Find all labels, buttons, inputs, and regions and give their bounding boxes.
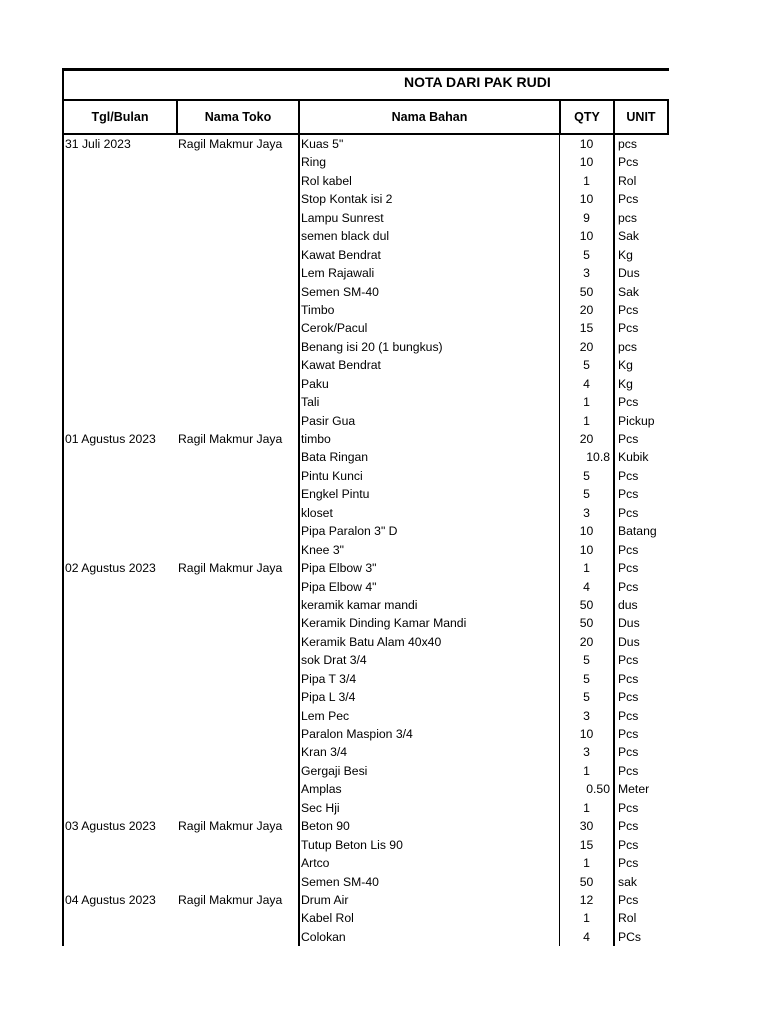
store-cell xyxy=(176,190,298,208)
item-cell: Pipa Elbow 3" xyxy=(298,559,559,577)
qty-cell: 15 xyxy=(559,836,613,854)
item-cell: Colokan xyxy=(298,928,559,946)
qty-cell: 1 xyxy=(559,412,613,430)
unit-cell: Pcs xyxy=(613,670,665,688)
unit-cell: Pickup xyxy=(613,412,665,430)
header-date: Tgl/Bulan xyxy=(64,101,178,133)
table-row xyxy=(62,854,669,872)
qty-cell: 4 xyxy=(559,375,613,393)
item-cell: Tali xyxy=(298,393,559,411)
store-cell: Ragil Makmur Jaya xyxy=(178,561,283,576)
table-row xyxy=(62,153,669,171)
unit-cell: Pcs xyxy=(613,817,665,835)
unit-cell: Pcs xyxy=(613,559,665,577)
unit-cell: Pcs xyxy=(613,485,665,503)
store-cell xyxy=(176,209,298,227)
table-row xyxy=(62,356,669,374)
table-row xyxy=(62,799,669,817)
date-cell xyxy=(62,356,176,374)
qty-cell: 0.50 xyxy=(559,780,613,798)
qty-cell: 1 xyxy=(559,799,613,817)
table-row xyxy=(62,559,669,577)
store-cell xyxy=(176,338,298,356)
date-cell xyxy=(62,375,176,393)
store-cell xyxy=(176,301,298,319)
unit-cell: Sak xyxy=(613,283,665,301)
unit-cell: Pcs xyxy=(613,393,665,411)
store-cell xyxy=(176,633,298,651)
date-cell xyxy=(62,651,176,669)
qty-cell: 20 xyxy=(559,301,613,319)
qty-cell: 12 xyxy=(559,891,613,909)
qty-cell: 50 xyxy=(559,596,613,614)
qty-cell: 5 xyxy=(559,485,613,503)
unit-cell: sak xyxy=(613,873,665,891)
unit-cell: Pcs xyxy=(613,467,665,485)
table-row xyxy=(62,485,669,503)
store-cell xyxy=(176,153,298,171)
unit-cell: Pcs xyxy=(613,891,665,909)
store-cell xyxy=(176,356,298,374)
store-cell xyxy=(176,836,298,854)
unit-cell: pcs xyxy=(613,338,665,356)
unit-cell: dus xyxy=(613,596,665,614)
table-row xyxy=(62,412,669,430)
title-row xyxy=(62,68,669,99)
store-cell: Ragil Makmur Jaya xyxy=(178,892,283,907)
qty-cell: 20 xyxy=(559,338,613,356)
store-cell xyxy=(176,393,298,411)
date-cell xyxy=(62,246,176,264)
unit-cell: Pcs xyxy=(613,319,665,337)
table-row xyxy=(62,651,669,669)
store-cell xyxy=(176,504,298,522)
store-cell xyxy=(176,578,298,596)
item-cell: Lampu Sunrest xyxy=(298,209,559,227)
item-cell: Stop Kontak isi 2 xyxy=(298,190,559,208)
store-cell xyxy=(176,873,298,891)
qty-cell: 4 xyxy=(559,578,613,596)
header-item: Nama Bahan xyxy=(300,101,561,133)
item-cell: Paku xyxy=(298,375,559,393)
table-row xyxy=(62,928,669,946)
store-cell xyxy=(176,283,298,301)
date-cell: 31 Juli 2023 xyxy=(62,135,176,153)
header-unit: UNIT xyxy=(626,110,656,124)
qty-cell: 1 xyxy=(559,854,613,872)
item-cell: Keramik Dinding Kamar Mandi xyxy=(298,614,559,632)
store-cell xyxy=(176,264,298,282)
date-cell xyxy=(62,670,176,688)
item-cell: keramik kamar mandi xyxy=(298,596,559,614)
unit-cell: Kg xyxy=(613,246,665,264)
store-cell xyxy=(176,541,298,559)
store-cell xyxy=(176,780,298,798)
date-cell xyxy=(62,614,176,632)
table-row xyxy=(62,393,669,411)
item-cell: Lem Pec xyxy=(298,707,559,725)
qty-cell: 5 xyxy=(559,670,613,688)
item-cell: Semen SM-40 xyxy=(298,873,559,891)
date-cell xyxy=(62,172,176,190)
store-cell: Ragil Makmur Jaya xyxy=(178,819,283,834)
date-cell xyxy=(62,928,176,946)
item-cell: kloset xyxy=(298,504,559,522)
store-cell xyxy=(176,743,298,761)
qty-cell: 10 xyxy=(559,541,613,559)
store-cell xyxy=(176,762,298,780)
item-cell: Tutup Beton Lis 90 xyxy=(298,836,559,854)
qty-cell: 3 xyxy=(559,707,613,725)
qty-cell: 5 xyxy=(559,246,613,264)
store-cell xyxy=(176,319,298,337)
qty-cell: 5 xyxy=(559,467,613,485)
item-cell: Pipa T 3/4 xyxy=(298,670,559,688)
qty-cell: 5 xyxy=(559,356,613,374)
unit-cell: Sak xyxy=(613,227,665,245)
item-cell: Sec Hji xyxy=(298,799,559,817)
table-row xyxy=(62,301,669,319)
table-row xyxy=(62,873,669,891)
qty-cell: 9 xyxy=(559,209,613,227)
store-cell xyxy=(176,799,298,817)
unit-cell: Pcs xyxy=(613,651,665,669)
table-row xyxy=(62,227,669,245)
item-cell: Kabel Rol xyxy=(298,909,559,927)
date-cell xyxy=(62,725,176,743)
table-header xyxy=(62,99,669,135)
store-cell xyxy=(176,227,298,245)
date-cell xyxy=(62,153,176,171)
date-cell xyxy=(62,633,176,651)
table-row xyxy=(62,246,669,264)
item-cell: Artco xyxy=(298,854,559,872)
unit-cell: Pcs xyxy=(613,430,665,448)
table-row xyxy=(62,448,669,466)
date-cell xyxy=(62,522,176,540)
qty-cell: 20 xyxy=(559,430,613,448)
table-row xyxy=(62,467,669,485)
table-row xyxy=(62,780,669,798)
qty-cell: 10.8 xyxy=(559,448,613,466)
qty-cell: 1 xyxy=(559,172,613,190)
unit-cell: Pcs xyxy=(613,541,665,559)
table-row xyxy=(62,633,669,651)
invoice-sheet xyxy=(62,68,669,946)
qty-cell: 10 xyxy=(559,725,613,743)
date-cell xyxy=(62,264,176,282)
store-cell xyxy=(176,485,298,503)
qty-cell: 10 xyxy=(559,153,613,171)
date-cell xyxy=(62,504,176,522)
store-cell xyxy=(176,725,298,743)
qty-cell: 50 xyxy=(559,283,613,301)
table-body xyxy=(62,135,669,946)
date-cell xyxy=(62,780,176,798)
table-row xyxy=(62,430,669,448)
unit-cell: Batang xyxy=(613,522,665,540)
date-cell xyxy=(62,485,176,503)
store-cell xyxy=(176,467,298,485)
date-cell xyxy=(62,190,176,208)
qty-cell: 1 xyxy=(559,559,613,577)
table-row xyxy=(62,614,669,632)
date-cell xyxy=(62,836,176,854)
qty-cell: 5 xyxy=(559,651,613,669)
unit-cell: Pcs xyxy=(613,153,665,171)
table-row xyxy=(62,283,669,301)
store-cell xyxy=(176,246,298,264)
qty-cell: 3 xyxy=(559,743,613,761)
date-cell xyxy=(62,209,176,227)
table-row xyxy=(62,338,669,356)
item-cell: Kawat Bendrat xyxy=(298,356,559,374)
unit-cell: Kg xyxy=(613,375,665,393)
date-cell xyxy=(62,319,176,337)
qty-cell: 5 xyxy=(559,688,613,706)
item-cell: Pipa Elbow 4" xyxy=(298,578,559,596)
qty-cell: 1 xyxy=(559,393,613,411)
table-row xyxy=(62,522,669,540)
table-row xyxy=(62,836,669,854)
store-cell xyxy=(176,596,298,614)
date-cell xyxy=(62,596,176,614)
table-row xyxy=(62,135,669,153)
item-cell: Pintu Kunci xyxy=(298,467,559,485)
item-cell: Engkel Pintu xyxy=(298,485,559,503)
qty-cell: 3 xyxy=(559,504,613,522)
unit-cell: Pcs xyxy=(613,301,665,319)
date-cell xyxy=(62,799,176,817)
table-row xyxy=(62,190,669,208)
store-cell xyxy=(176,412,298,430)
unit-cell: Rol xyxy=(613,909,665,927)
item-cell: sok Drat 3/4 xyxy=(298,651,559,669)
unit-cell: Pcs xyxy=(613,504,665,522)
item-cell: Paralon Maspion 3/4 xyxy=(298,725,559,743)
item-cell: Beton 90 xyxy=(298,817,559,835)
item-cell: Amplas xyxy=(298,780,559,798)
store-cell: Ragil Makmur Jaya xyxy=(178,432,283,446)
store-cell xyxy=(176,651,298,669)
unit-cell: Pcs xyxy=(613,190,665,208)
qty-cell: 30 xyxy=(559,817,613,835)
item-cell: Knee 3" xyxy=(298,541,559,559)
store-cell xyxy=(176,928,298,946)
date-cell xyxy=(62,412,176,430)
table-row xyxy=(62,578,669,596)
date-cell xyxy=(62,301,176,319)
store-cell xyxy=(176,707,298,725)
table-row xyxy=(62,375,669,393)
qty-cell: 20 xyxy=(559,633,613,651)
table-row xyxy=(62,670,669,688)
item-cell: Keramik Batu Alam 40x40 xyxy=(298,633,559,651)
date-cell xyxy=(62,873,176,891)
qty-cell: 10 xyxy=(559,135,613,153)
date-cell: 01 Agustus 2023 xyxy=(62,430,176,448)
store-cell xyxy=(176,375,298,393)
date-cell: 04 Agustus 2023 xyxy=(62,891,176,909)
item-cell: Drum Air xyxy=(298,891,559,909)
item-cell: semen black dul xyxy=(298,227,559,245)
table-row xyxy=(62,817,669,835)
item-cell: Semen SM-40 xyxy=(298,283,559,301)
table-row xyxy=(62,319,669,337)
item-cell: Kran 3/4 xyxy=(298,743,559,761)
unit-cell: Pcs xyxy=(613,688,665,706)
unit-cell: Pcs xyxy=(613,799,665,817)
item-cell: Kawat Bendrat xyxy=(298,246,559,264)
table-row xyxy=(62,743,669,761)
item-cell: Benang isi 20 (1 bungkus) xyxy=(298,338,559,356)
page-title: NOTA DARI PAK RUDI xyxy=(404,74,551,90)
item-cell: Bata Ringan xyxy=(298,448,559,466)
qty-cell: 10 xyxy=(559,190,613,208)
unit-cell: Pcs xyxy=(613,854,665,872)
date-cell xyxy=(62,854,176,872)
unit-cell: Meter xyxy=(613,780,665,798)
date-cell xyxy=(62,762,176,780)
item-cell: Gergaji Besi xyxy=(298,762,559,780)
table-row xyxy=(62,596,669,614)
store-cell xyxy=(176,670,298,688)
table-row xyxy=(62,172,669,190)
item-cell: Timbo xyxy=(298,301,559,319)
unit-cell: Pcs xyxy=(613,762,665,780)
store-cell xyxy=(176,448,298,466)
unit-cell: Pcs xyxy=(613,836,665,854)
table-row xyxy=(62,725,669,743)
unit-cell: Dus xyxy=(613,633,665,651)
table-row xyxy=(62,707,669,725)
date-cell xyxy=(62,578,176,596)
unit-cell: Rol xyxy=(613,172,665,190)
date-cell xyxy=(62,909,176,927)
table-row xyxy=(62,762,669,780)
date-cell xyxy=(62,227,176,245)
date-cell xyxy=(62,283,176,301)
qty-cell: 4 xyxy=(559,928,613,946)
unit-cell: Kubik xyxy=(613,448,665,466)
item-cell: Pipa L 3/4 xyxy=(298,688,559,706)
item-cell: Pasir Gua xyxy=(298,412,559,430)
store-cell xyxy=(176,688,298,706)
item-cell: Pipa Paralon 3" D xyxy=(298,522,559,540)
unit-cell: Pcs xyxy=(613,725,665,743)
store-cell xyxy=(176,614,298,632)
item-cell: Lem Rajawali xyxy=(298,264,559,282)
table-row xyxy=(62,541,669,559)
store-cell xyxy=(176,172,298,190)
qty-cell: 1 xyxy=(559,909,613,927)
unit-cell: Dus xyxy=(613,614,665,632)
unit-cell: Pcs xyxy=(613,743,665,761)
table-row xyxy=(62,909,669,927)
header-store: Nama Toko xyxy=(178,101,300,133)
table-row xyxy=(62,209,669,227)
unit-cell: Dus xyxy=(613,264,665,282)
qty-cell: 10 xyxy=(559,227,613,245)
date-cell xyxy=(62,688,176,706)
date-cell xyxy=(62,541,176,559)
date-cell xyxy=(62,743,176,761)
date-cell: 02 Agustus 2023 xyxy=(62,559,176,577)
unit-cell: pcs xyxy=(613,135,665,153)
qty-cell: 1 xyxy=(559,762,613,780)
date-cell xyxy=(62,338,176,356)
unit-cell: Pcs xyxy=(613,578,665,596)
store-cell xyxy=(176,909,298,927)
item-cell: Kuas 5" xyxy=(298,135,559,153)
table-row xyxy=(62,891,669,909)
store-cell xyxy=(176,522,298,540)
unit-cell: Kg xyxy=(613,356,665,374)
item-cell: timbo xyxy=(298,430,559,448)
item-cell: Ring xyxy=(298,153,559,171)
item-cell: Rol kabel xyxy=(298,172,559,190)
item-cell: Cerok/Pacul xyxy=(298,319,559,337)
header-qty: QTY xyxy=(561,101,615,133)
date-cell: 03 Agustus 2023 xyxy=(62,817,176,835)
date-cell xyxy=(62,448,176,466)
date-cell xyxy=(62,707,176,725)
unit-cell: pcs xyxy=(613,209,665,227)
qty-cell: 15 xyxy=(559,319,613,337)
unit-cell: Pcs xyxy=(613,707,665,725)
qty-cell: 10 xyxy=(559,522,613,540)
store-cell: Ragil Makmur Jaya xyxy=(178,137,283,151)
qty-cell: 50 xyxy=(559,614,613,632)
qty-cell: 50 xyxy=(559,873,613,891)
store-cell xyxy=(176,854,298,872)
table-row xyxy=(62,504,669,522)
table-row xyxy=(62,264,669,282)
date-cell xyxy=(62,393,176,411)
table-row xyxy=(62,688,669,706)
unit-cell: PCs xyxy=(613,928,665,946)
qty-cell: 3 xyxy=(559,264,613,282)
date-cell xyxy=(62,467,176,485)
